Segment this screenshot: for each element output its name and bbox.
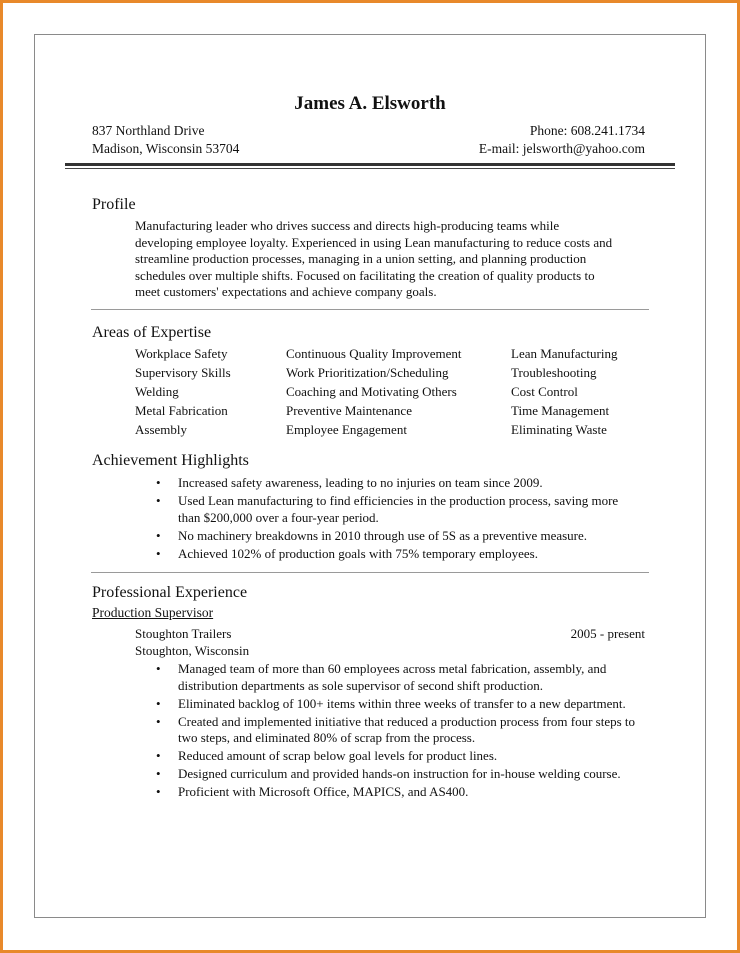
address-line-1: 837 Northland Drive — [92, 123, 205, 138]
expertise-item: Supervisory Skills — [135, 365, 231, 380]
list-item: • Achieved 102% of production goals with 75% temporary employees. — [156, 546, 636, 563]
expertise-heading: Areas of Expertise — [92, 324, 212, 341]
company-name: Stoughton Trailers — [135, 626, 232, 641]
expertise-column-3 — [511, 344, 617, 439]
expertise-item: Welding — [135, 384, 179, 399]
expertise-item: Eliminating Waste — [511, 422, 607, 437]
list-item: • Managed team of more than 60 employees across metal fabrication, assembly, and distribution departments as sole supervisor of second shift production. — [156, 661, 648, 694]
experience-heading: Professional Experience — [92, 584, 248, 601]
expertise-item: Assembly — [135, 422, 187, 437]
job-title: Production Supervisor — [92, 605, 214, 620]
expertise-column-2 — [286, 344, 461, 439]
experience-list — [156, 661, 648, 802]
header-rule-thin — [65, 168, 675, 169]
list-item: • Designed curriculum and provided hands-on instruction for in-house welding course. — [156, 766, 648, 783]
contact-block — [479, 122, 645, 158]
list-item: • Increased safety awareness, leading to no injuries on team since 2009. — [156, 475, 636, 492]
list-item: • Proficient with Microsoft Office, MAPICS, and AS400. — [156, 784, 648, 801]
address-block — [92, 122, 239, 158]
header-rule-thick — [65, 163, 675, 166]
list-item: • Reduced amount of scrap below goal levels for product lines. — [156, 748, 648, 765]
expertise-item: Metal Fabrication — [135, 403, 228, 418]
expertise-item: Preventive Maintenance — [286, 403, 412, 418]
expertise-item: Coaching and Motivating Others — [286, 384, 457, 399]
achievements-list — [156, 475, 636, 564]
profile-text: Manufacturing leader who drives success and directs high-producing teams while developing employee loyalty. Experienced in using Lean manufacturing to reduce costs and streamline production processes, managing in a union setting, and planning production schedules over multiple shifts. Focused on facilitating the creation of quality products to meet customers' expectations and achieve company goals. — [135, 218, 613, 299]
company-location: Stoughton, Wisconsin — [135, 642, 250, 658]
expertise-item: Employee Engagement — [286, 422, 407, 437]
resume-page — [34, 34, 706, 918]
employer-block — [135, 626, 249, 659]
expertise-item: Work Prioritization/Scheduling — [286, 365, 449, 380]
profile-heading: Profile — [92, 196, 136, 213]
expertise-item: Time Management — [511, 403, 610, 418]
achievements-heading: Achievement Highlights — [92, 452, 249, 469]
address-line-2: Madison, Wisconsin 53704 — [92, 141, 240, 156]
list-item: • No machinery breakdowns in 2010 through use of 5S as a preventive measure. — [156, 528, 636, 545]
job-dates: 2005 - present — [570, 626, 645, 641]
expertise-item: Continuous Quality Improvement — [286, 346, 462, 361]
expertise-item: Workplace Safety — [135, 346, 228, 361]
phone: Phone: 608.241.1734 — [529, 123, 645, 138]
email: E-mail: jelsworth@yahoo.com — [478, 141, 645, 156]
section-divider-2 — [91, 572, 649, 573]
list-item: • Eliminated backlog of 100+ items within three weeks of transfer to a new department. — [156, 696, 648, 713]
section-divider-1 — [91, 309, 649, 310]
expertise-column-1 — [135, 344, 231, 439]
expertise-item: Cost Control — [511, 384, 578, 399]
list-item: • Used Lean manufacturing to find efficiencies in the production process, saving more than $200,000 over a four-year period. — [156, 493, 636, 526]
expertise-item: Lean Manufacturing — [511, 346, 618, 361]
list-item: • Created and implemented initiative that reduced a production process from four steps to two steps, and eliminated 80% of scrap from the process. — [156, 714, 648, 747]
resume-name: James A. Elsworth — [294, 93, 446, 114]
expertise-item: Troubleshooting — [511, 365, 597, 380]
